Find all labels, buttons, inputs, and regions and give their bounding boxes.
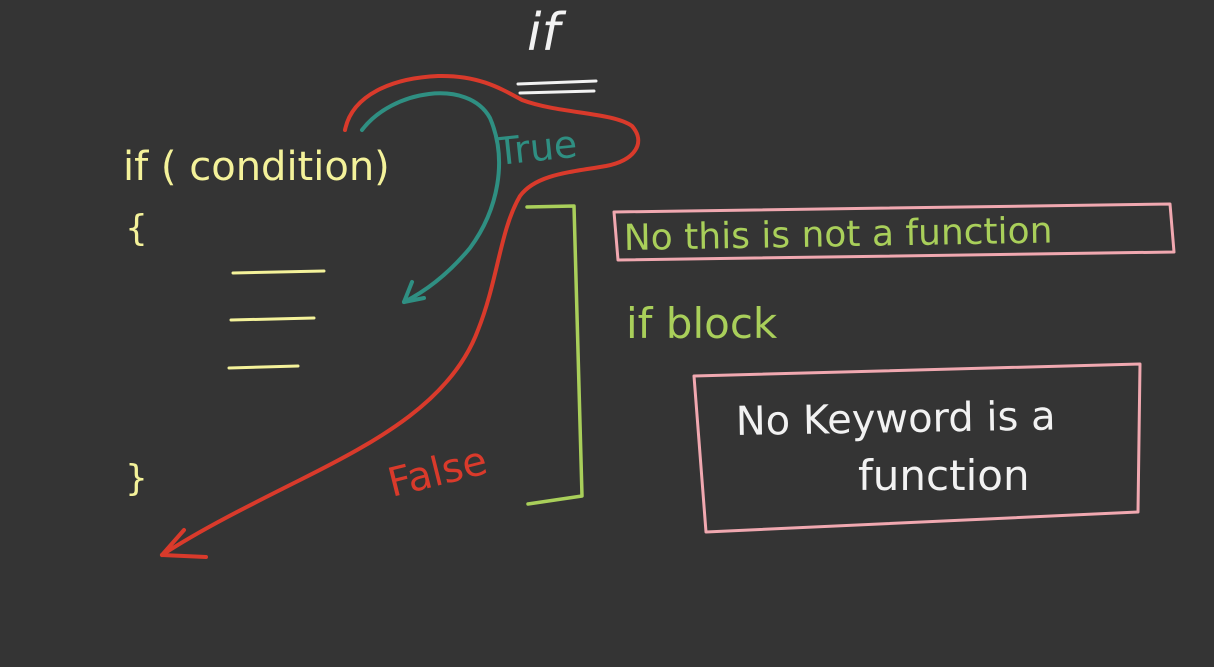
true-label: True xyxy=(494,121,580,174)
title-underline xyxy=(518,81,596,93)
code-if-line: if ( condition) xyxy=(123,144,390,190)
code-body-line xyxy=(231,318,314,320)
code-body-line xyxy=(229,366,298,368)
if-block-bracket xyxy=(527,206,582,504)
code-close-brace: } xyxy=(125,458,148,499)
title-if: if xyxy=(527,3,560,63)
code-body-lines xyxy=(229,271,324,368)
note-box-keyword xyxy=(694,364,1140,532)
note-not-function: No this is not a function xyxy=(623,210,1053,259)
code-body-line xyxy=(233,271,324,273)
note-keyword-line1: No Keyword is a xyxy=(735,393,1056,445)
false-label: False xyxy=(383,437,492,507)
code-open-brace: { xyxy=(125,208,148,249)
if-block-label: if block xyxy=(626,299,778,348)
true-path-arrow xyxy=(362,93,499,302)
note-keyword-line2: function xyxy=(858,451,1030,500)
